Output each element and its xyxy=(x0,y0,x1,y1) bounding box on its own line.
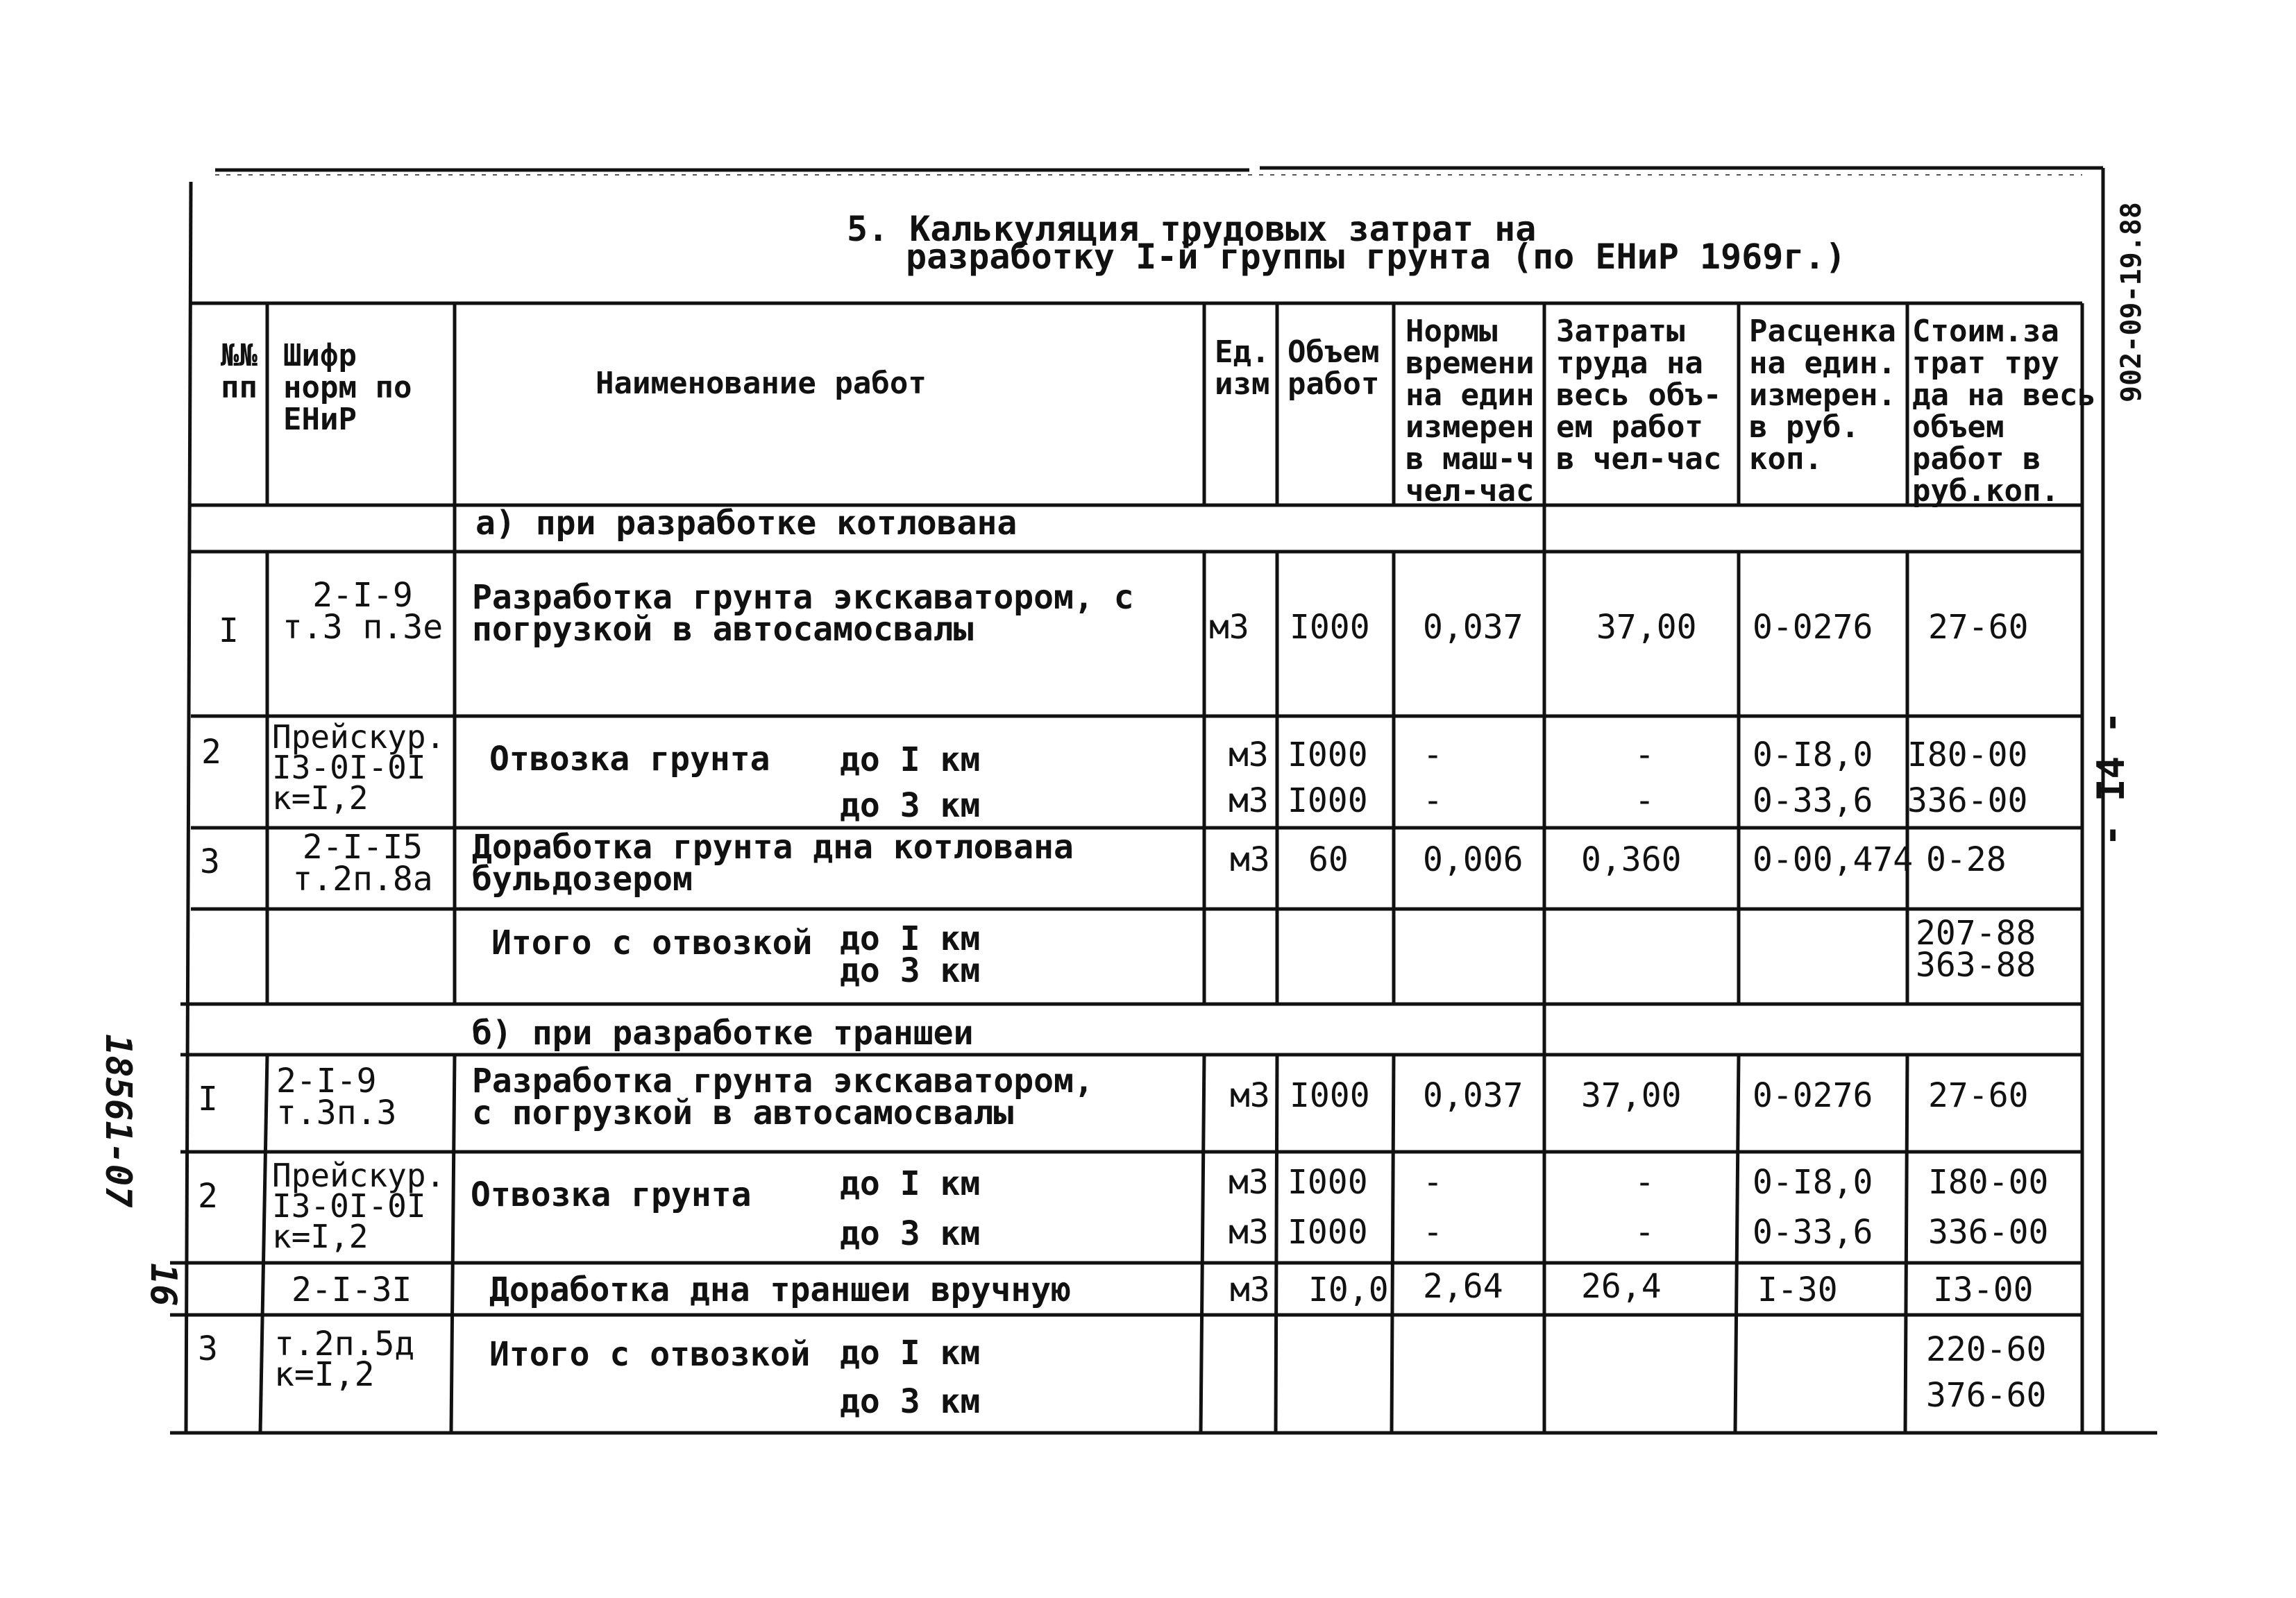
row-name: Отвозка грунта xyxy=(489,740,770,779)
row-code: Прейскур. I3-0I-0I к=I,2 xyxy=(272,1157,446,1255)
row-volume: 60 xyxy=(1308,840,1349,879)
row-labor: 37,00 xyxy=(1581,1076,1682,1115)
row-code: 2-I-3I xyxy=(292,1270,412,1309)
row-norm: 2,64 xyxy=(1423,1267,1503,1306)
row-name: Отвозка грунта xyxy=(471,1175,752,1214)
header-volume: Объем работ xyxy=(1288,334,1380,402)
row-labor: 0,360 xyxy=(1581,840,1682,879)
row-unit: м3 xyxy=(1230,1270,1270,1309)
header-rate: Расценка на един. измерен. в руб. коп. xyxy=(1749,314,1896,477)
row-cost: 220-60 376-60 xyxy=(1926,1330,2047,1415)
row-num: I xyxy=(198,1080,218,1119)
row-name: Разработка грунта экскаватором, с погрузкой в автосамосвалы xyxy=(472,578,1134,649)
left-margin-number: 16 xyxy=(142,1263,184,1307)
row-num: I xyxy=(219,611,239,650)
row-cost: 0-28 xyxy=(1926,840,2007,879)
row-distance: до I км до 3 км xyxy=(840,1164,981,1253)
row-volume: I000 xyxy=(1290,1076,1370,1115)
header-code: Шифр норм по ЕНиР xyxy=(283,338,412,437)
row-code: 2-I-9 т.3 п.3е xyxy=(282,576,444,647)
row-cost: I80-00 336-00 xyxy=(1928,1163,2049,1252)
row-code: Прейскур. I3-0I-0I к=I,2 xyxy=(272,718,446,817)
row-code: 2-I-9 т.3п.3 xyxy=(276,1062,397,1132)
row-rate: 0-I8,0 0-33,6 xyxy=(1753,736,1873,820)
row-name: Итого с отвозкой xyxy=(489,1335,811,1374)
row-rate: 0-I8,0 0-33,6 xyxy=(1753,1163,1873,1252)
row-labor: 37,00 xyxy=(1596,608,1697,647)
row-volume: I000 I000 xyxy=(1288,1163,1368,1252)
row-rate: I-30 xyxy=(1757,1270,1838,1309)
row-norm: 0,037 xyxy=(1423,1076,1523,1115)
row-num: 2 xyxy=(201,733,221,772)
page-number: - I4 - xyxy=(2089,711,2133,847)
section-title-a: а) при разработке котлована xyxy=(475,504,1018,543)
title-line-1: 5. Калькуляция трудовых затрат на xyxy=(847,209,1537,249)
header-name: Наименование работ xyxy=(596,366,927,401)
row-rate: 0-0276 xyxy=(1753,608,1873,647)
row-cost: 27-60 xyxy=(1928,608,2029,647)
title-line-2: разработку I-й группы грунта (по ЕНиР 1969г.) xyxy=(906,237,1846,277)
row-name: Доработка грунта дна котлована бульдозером xyxy=(472,828,1074,899)
row-labor: - - xyxy=(1635,736,1655,820)
row-code: 2-I-I5 т.2п.8а xyxy=(292,828,433,899)
row-distance: до I км до 3 км xyxy=(840,1334,981,1421)
header-cost: Стоим.за трат тру да на весь объем работ в руб.коп. xyxy=(1912,314,2096,509)
header-unit: Ед. изм xyxy=(1215,334,1270,402)
header-norm: Нормы времени на един измерен в маш-ч чел-час xyxy=(1406,314,1535,509)
header-labor: Затраты труда на весь объ- ем работ в чел-час xyxy=(1556,314,1722,477)
row-volume: I000 I000 xyxy=(1288,736,1368,820)
row-labor: - - xyxy=(1635,1163,1655,1252)
row-norm: 0,006 xyxy=(1423,840,1523,879)
section-title-b: б) при разработке траншеи xyxy=(472,1014,974,1053)
row-num: 3 xyxy=(198,1329,218,1368)
row-cost: 27-60 xyxy=(1928,1076,2029,1115)
row-volume: I000 xyxy=(1290,608,1370,647)
row-unit: м3 м3 xyxy=(1229,736,1269,820)
row-labor: 26,4 xyxy=(1581,1267,1662,1306)
header-num: №№ пп xyxy=(221,338,258,405)
row-rate: 0-00,474 xyxy=(1753,840,1914,879)
row-rate: 0-0276 xyxy=(1753,1076,1873,1115)
row-cost: 207-88 363-88 xyxy=(1916,914,2036,985)
row-unit: м3 xyxy=(1230,1076,1270,1115)
row-distance: до I км до 3 км xyxy=(840,740,981,825)
row-name: Итого с отвозкой xyxy=(491,924,813,962)
row-volume: I0,0 xyxy=(1308,1270,1389,1309)
row-unit: м3 xyxy=(1230,840,1270,879)
row-norm: - - xyxy=(1423,736,1443,820)
right-margin-stamp: 902-09-19.88 xyxy=(2116,202,2147,402)
row-cost: I3-00 xyxy=(1933,1270,2034,1309)
row-num: 2 xyxy=(198,1177,218,1216)
row-distance: до I км до 3 км xyxy=(840,919,981,990)
row-norm: 0,037 xyxy=(1423,608,1523,647)
row-name: Разработка грунта экскаватором, с погрузкой в автосамосвалы xyxy=(472,1062,1094,1132)
row-norm: - - xyxy=(1423,1163,1443,1252)
left-margin-stamp: 18561-07 xyxy=(97,1034,139,1208)
row-unit: м3 м3 xyxy=(1229,1163,1269,1252)
row-name: Доработка дна траншеи вручную xyxy=(489,1270,1072,1309)
row-unit: м3 xyxy=(1209,608,1249,647)
row-num: 3 xyxy=(200,842,220,881)
row-cost: I80-00 336-00 xyxy=(1907,736,2028,820)
row-code: т.2п.5д к=I,2 xyxy=(274,1325,415,1394)
